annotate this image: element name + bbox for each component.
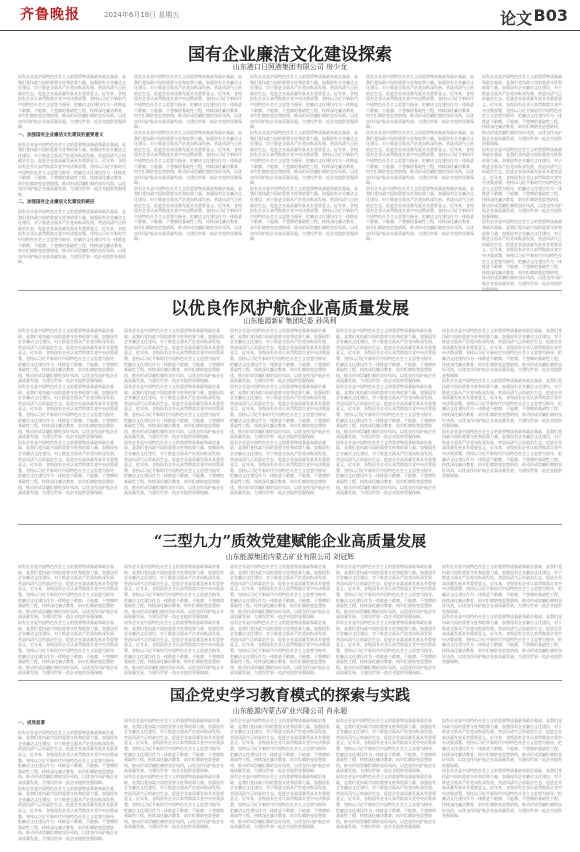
article-4-subhead-1: 一、成效显著 xyxy=(18,721,45,726)
article-2-text: 国有企业是中国特色社会主义的重要物质基础和政治基础，是我们党执政兴国的重要支柱和依靠力量。加强国有企业廉洁文化建设，对于推进全面从严治党向纵深发展、营造风清气正的政治生态、促进企业高质量发展具有重要意义。近年来，各级国有企业认真贯彻落实党中央决策部署，坚持以习近平新时代中国特色社会主义思想为指导，把廉洁文化建设作为一体推进不敢腐、不能腐、不想腐的基础性工程，持续深化廉洁教育，筑牢拒腐防变思想防线，推动形成崇廉拒腐的良好风尚，以优良作风护航企业高质量发展，为建设世界一流企业提供坚强保障。 xyxy=(18,439,118,496)
article-4-text: 国有企业是中国特色社会主义的重要物质基础和政治基础，是我们党执政兴国的重要支柱和依靠力量。加强国有企业廉洁文化建设，对于推进全面从严治党向纵深发展、营造风清气正的政治生态、促进企业高质量发展具有重要意义。近年来，各级国有企业认真贯彻落实党中央决策部署，坚持以习近平新时代中国特色社会主义思想为指导，把廉洁文化建设作为一体推进不敢腐、不能腐、不想腐的基础性工程，持续深化廉洁教育，筑牢拒腐防变思想防线，推动形成崇廉拒腐的良好风尚，以优良作风护航企业高质量发展，为建设世界一流企业提供坚强保障。 xyxy=(124,773,224,830)
article-2-text: 国有企业是中国特色社会主义的重要物质基础和政治基础，是我们党执政兴国的重要支柱和依靠力量。加强国有企业廉洁文化建设，对于推进全面从严治党向纵深发展、营造风清气正的政治生态、促进企业高质量发展具有重要意义。近年来，各级国有企业认真贯彻落实党中央决策部署，坚持以习近平新时代中国特色社会主义思想为指导，把廉洁文化建设作为一体推进不敢腐、不能腐、不想腐的基础性工程，持续深化廉洁教育，筑牢拒腐防变思想防线，推动形成崇廉拒腐的良好风尚，以优良作风护航企业高质量发展，为建设世界一流企业提供坚强保障。 xyxy=(124,383,224,440)
masthead xyxy=(0,0,580,31)
article-1-subhead-1: 一、加强国有企业廉洁文化建设的重要意义 xyxy=(18,132,104,138)
article-3-text: 国有企业是中国特色社会主义的重要物质基础和政治基础，是我们党执政兴国的重要支柱和依靠力量。加强国有企业廉洁文化建设，对于推进全面从严治党向纵深发展、营造风清气正的政治生态、促进企业高质量发展具有重要意义。近年来，各级国有企业认真贯彻落实党中央决策部署，坚持以习近平新时代中国特色社会主义思想为指导，把廉洁文化建设作为一体推进不敢腐、不能腐、不想腐的基础性工程，持续深化廉洁教育，筑牢拒腐防变思想防线，推动形成崇廉拒腐的良好风尚，以优良作风护航企业高质量发展，为建设世界一流企业提供坚强保障。 xyxy=(124,619,224,676)
article-4-col-4 xyxy=(336,718,436,846)
article-3-text: 国有企业是中国特色社会主义的重要物质基础和政治基础，是我们党执政兴国的重要支柱和依靠力量。加强国有企业廉洁文化建设，对于推进全面从严治党向纵深发展、营造风清气正的政治生态、促进企业高质量发展具有重要意义。近年来，各级国有企业认真贯彻落实党中央决策部署，坚持以习近平新时代中国特色社会主义思想为指导，把廉洁文化建设作为一体推进不敢腐、不能腐、不想腐的基础性工程，持续深化廉洁教育，筑牢拒腐防变思想防线，推动形成崇廉拒腐的良好风尚，以优良作风护航企业高质量发展，为建设世界一流企业提供坚强保障。 xyxy=(18,619,118,676)
article-4-text: 国有企业是中国特色社会主义的重要物质基础和政治基础，是我们党执政兴国的重要支柱和依靠力量。加强国有企业廉洁文化建设，对于推进全面从严治党向纵深发展、营造风清气正的政治生态、促进企业高质量发展具有重要意义。近年来，各级国有企业认真贯彻落实党中央决策部署，坚持以习近平新时代中国特色社会主义思想为指导，把廉洁文化建设作为一体推进不敢腐、不能腐、不想腐的基础性工程，持续深化廉洁教育，筑牢拒腐防变思想防线，推动形成崇廉拒腐的良好风尚，以优良作风护航企业高质量发展，为建设世界一流企业提供坚强保障。 xyxy=(442,718,562,768)
article-4-col-1 xyxy=(18,718,118,846)
article-3-text: 国有企业是中国特色社会主义的重要物质基础和政治基础，是我们党执政兴国的重要支柱和依靠力量。加强国有企业廉洁文化建设，对于推进全面从严治党向纵深发展、营造风清气正的政治生态、促进企业高质量发展具有重要意义。近年来，各级国有企业认真贯彻落实党中央决策部署，坚持以习近平新时代中国特色社会主义思想为指导，把廉洁文化建设作为一体推进不敢腐、不能腐、不想腐的基础性工程，持续深化廉洁教育，筑牢拒腐防变思想防线，推动形成崇廉拒腐的良好风尚，以优良作风护航企业高质量发展，为建设世界一流企业提供坚强保障。 xyxy=(442,614,562,665)
article-2-col-4 xyxy=(336,328,436,518)
article-2-text: 国有企业是中国特色社会主义的重要物质基础和政治基础，是我们党执政兴国的重要支柱和依靠力量。加强国有企业廉洁文化建设，对于推进全面从严治党向纵深发展、营造风清气正的政治生态、促进企业高质量发展具有重要意义。近年来，各级国有企业认真贯彻落实党中央决策部署，坚持以习近平新时代中国特色社会主义思想为指导，把廉洁文化建设作为一体推进不敢腐、不能腐、不想腐的基础性工程，持续深化廉洁教育，筑牢拒腐防变思想防线，推动形成崇廉拒腐的良好风尚，以优良作风护航企业高质量发展，为建设世界一流企业提供坚强保障。 xyxy=(124,328,224,384)
article-1-text: 国有企业是中国特色社会主义的重要物质基础和政治基础，是我们党执政兴国的重要支柱和依靠力量。加强国有企业廉洁文化建设，对于推进全面从严治党向纵深发展、营造风清气正的政治生态、促进企业高质量发展具有重要意义。近年来，各级国有企业认真贯彻落实党中央决策部署，坚持以习近平新时代中国特色社会主义思想为指导，把廉洁文化建设作为一体推进不敢腐、不能腐、不想腐的基础性工程，持续深化廉洁教育，筑牢拒腐防变思想防线，推动形成崇廉拒腐的良好风尚，以优良作风护航企业高质量发展，为建设世界一流企业提供坚强保障。 xyxy=(18,209,126,265)
article-1-text: 国有企业是中国特色社会主义的重要物质基础和政治基础，是我们党执政兴国的重要支柱和依靠力量。加强国有企业廉洁文化建设，对于推进全面从严治党向纵深发展、营造风清气正的政治生态、促进企业高质量发展具有重要意义。近年来，各级国有企业认真贯彻落实党中央决策部署，坚持以习近平新时代中国特色社会主义思想为指导，把廉洁文化建设作为一体推进不敢腐、不能腐、不想腐的基础性工程，持续深化廉洁教育，筑牢拒腐防变思想防线，推动形成崇廉拒腐的良好风尚，以优良作风护航企业高质量发展，为建设世界一流企业提供坚强保障。 xyxy=(366,185,474,242)
newspaper-logo: 齐鲁晚报 xyxy=(20,7,80,23)
article-1-text: 国有企业是中国特色社会主义的重要物质基础和政治基础，是我们党执政兴国的重要支柱和依靠力量。加强国有企业廉洁文化建设，对于推进全面从严治党向纵深发展、营造风清气正的政治生态、促进企业高质量发展具有重要意义。近年来，各级国有企业认真贯彻落实党中央决策部署，坚持以习近平新时代中国特色社会主义思想为指导，把廉洁文化建设作为一体推进不敢腐、不能腐、不想腐的基础性工程，持续深化廉洁教育，筑牢拒腐防变思想防线，推动形成崇廉拒腐的良好风尚，以优良作风护航企业高质量发展，为建设世界一流企业提供坚强保障。 xyxy=(482,74,562,147)
article-1-text: 国有企业是中国特色社会主义的重要物质基础和政治基础，是我们党执政兴国的重要支柱和依靠力量。加强国有企业廉洁文化建设，对于推进全面从严治党向纵深发展、营造风清气正的政治生态、促进企业高质量发展具有重要意义。近年来，各级国有企业认真贯彻落实党中央决策部署，坚持以习近平新时代中国特色社会主义思想为指导，把廉洁文化建设作为一体推进不敢腐、不能腐、不想腐的基础性工程，持续深化廉洁教育，筑牢拒腐防变思想防线，推动形成崇廉拒腐的良好风尚，以优良作风护航企业高质量发展，为建设世界一流企业提供坚强保障。 xyxy=(366,129,474,186)
page-number: B03 xyxy=(533,6,568,25)
article-2-text: 国有企业是中国特色社会主义的重要物质基础和政治基础，是我们党执政兴国的重要支柱和依靠力量。加强国有企业廉洁文化建设，对于推进全面从严治党向纵深发展、营造风清气正的政治生态、促进企业高质量发展具有重要意义。近年来，各级国有企业认真贯彻落实党中央决策部署，坚持以习近平新时代中国特色社会主义思想为指导，把廉洁文化建设作为一体推进不敢腐、不能腐、不想腐的基础性工程，持续深化廉洁教育，筑牢拒腐防变思想防线，推动形成崇廉拒腐的良好风尚，以优良作风护航企业高质量发展，为建设世界一流企业提供坚强保障。 xyxy=(442,428,562,479)
article-2-text: 国有企业是中国特色社会主义的重要物质基础和政治基础，是我们党执政兴国的重要支柱和依靠力量。加强国有企业廉洁文化建设，对于推进全面从严治党向纵深发展、营造风清气正的政治生态、促进企业高质量发展具有重要意义。近年来，各级国有企业认真贯彻落实党中央决策部署，坚持以习近平新时代中国特色社会主义思想为指导，把廉洁文化建设作为一体推进不敢腐、不能腐、不想腐的基础性工程，持续深化廉洁教育，筑牢拒腐防变思想防线，推动形成崇廉拒腐的良好风尚，以优良作风护航企业高质量发展，为建设世界一流企业提供坚强保障。 xyxy=(230,383,330,440)
article-4-text: 国有企业是中国特色社会主义的重要物质基础和政治基础，是我们党执政兴国的重要支柱和依靠力量。加强国有企业廉洁文化建设，对于推进全面从严治党向纵深发展、营造风清气正的政治生态、促进企业高质量发展具有重要意义。近年来，各级国有企业认真贯彻落实党中央决策部署，坚持以习近平新时代中国特色社会主义思想为指导，把廉洁文化建设作为一体推进不敢腐、不能腐、不想腐的基础性工程，持续深化廉洁教育，筑牢拒腐防变思想防线，推动形成崇廉拒腐的良好风尚，以优良作风护航企业高质量发展，为建设世界一流企业提供坚强保障。 xyxy=(124,718,224,774)
article-2-text: 国有企业是中国特色社会主义的重要物质基础和政治基础，是我们党执政兴国的重要支柱和依靠力量。加强国有企业廉洁文化建设，对于推进全面从严治党向纵深发展、营造风清气正的政治生态、促进企业高质量发展具有重要意义。近年来，各级国有企业认真贯彻落实党中央决策部署，坚持以习近平新时代中国特色社会主义思想为指导，把廉洁文化建设作为一体推进不敢腐、不能腐、不想腐的基础性工程，持续深化廉洁教育，筑牢拒腐防变思想防线，推动形成崇廉拒腐的良好风尚，以优良作风护航企业高质量发展，为建设世界一流企业提供坚强保障。 xyxy=(18,383,118,440)
article-2-text: 国有企业是中国特色社会主义的重要物质基础和政治基础，是我们党执政兴国的重要支柱和依靠力量。加强国有企业廉洁文化建设，对于推进全面从严治党向纵深发展、营造风清气正的政治生态、促进企业高质量发展具有重要意义。近年来，各级国有企业认真贯彻落实党中央决策部署，坚持以习近平新时代中国特色社会主义思想为指导，把廉洁文化建设作为一体推进不敢腐、不能腐、不想腐的基础性工程，持续深化廉洁教育，筑牢拒腐防变思想防线，推动形成崇廉拒腐的良好风尚，以优良作风护航企业高质量发展，为建设世界一流企业提供坚强保障。 xyxy=(442,328,562,378)
article-2-col-3 xyxy=(230,328,330,518)
article-3-byline: 山东能源集团内蒙古矿业有限公司 刘冠辉 xyxy=(225,553,355,561)
article-2-text: 国有企业是中国特色社会主义的重要物质基础和政治基础，是我们党执政兴国的重要支柱和依靠力量。加强国有企业廉洁文化建设，对于推进全面从严治党向纵深发展、营造风清气正的政治生态、促进企业高质量发展具有重要意义。近年来，各级国有企业认真贯彻落实党中央决策部署，坚持以习近平新时代中国特色社会主义思想为指导，把廉洁文化建设作为一体推进不敢腐、不能腐、不想腐的基础性工程，持续深化廉洁教育，筑牢拒腐防变思想防线，推动形成崇廉拒腐的良好风尚，以优良作风护航企业高质量发展，为建设世界一流企业提供坚强保障。 xyxy=(124,439,224,496)
article-1-text: 国有企业是中国特色社会主义的重要物质基础和政治基础，是我们党执政兴国的重要支柱和依靠力量。加强国有企业廉洁文化建设，对于推进全面从严治党向纵深发展、营造风清气正的政治生态、促进企业高质量发展具有重要意义。近年来，各级国有企业认真贯彻落实党中央决策部署，坚持以习近平新时代中国特色社会主义思想为指导，把廉洁文化建设作为一体推进不敢腐、不能腐、不想腐的基础性工程，持续深化廉洁教育，筑牢拒腐防变思想防线，推动形成崇廉拒腐的良好风尚，以优良作风护航企业高质量发展，为建设世界一流企业提供坚强保障。 xyxy=(482,146,562,219)
article-4-text: 国有企业是中国特色社会主义的重要物质基础和政治基础，是我们党执政兴国的重要支柱和依靠力量。加强国有企业廉洁文化建设，对于推进全面从严治党向纵深发展、营造风清气正的政治生态、促进企业高质量发展具有重要意义。近年来，各级国有企业认真贯彻落实党中央决策部署，坚持以习近平新时代中国特色社会主义思想为指导，把廉洁文化建设作为一体推进不敢腐、不能腐、不想腐的基础性工程，持续深化廉洁教育，筑牢拒腐防变思想防线，推动形成崇廉拒腐的良好风尚，以优良作风护航企业高质量发展，为建设世界一流企业提供坚强保障。 xyxy=(18,729,118,785)
article-4-text: 国有企业是中国特色社会主义的重要物质基础和政治基础，是我们党执政兴国的重要支柱和依靠力量。加强国有企业廉洁文化建设，对于推进全面从严治党向纵深发展、营造风清气正的政治生态、促进企业高质量发展具有重要意义。近年来，各级国有企业认真贯彻落实党中央决策部署，坚持以习近平新时代中国特色社会主义思想为指导，把廉洁文化建设作为一体推进不敢腐、不能腐、不想腐的基础性工程，持续深化廉洁教育，筑牢拒腐防变思想防线，推动形成崇廉拒腐的良好风尚，以优良作风护航企业高质量发展，为建设世界一流企业提供坚强保障。 xyxy=(230,718,330,774)
article-4-text: 国有企业是中国特色社会主义的重要物质基础和政治基础，是我们党执政兴国的重要支柱和依靠力量。加强国有企业廉洁文化建设，对于推进全面从严治党向纵深发展、营造风清气正的政治生态、促进企业高质量发展具有重要意义。近年来，各级国有企业认真贯彻落实党中央决策部署，坚持以习近平新时代中国特色社会主义思想为指导，把廉洁文化建设作为一体推进不敢腐、不能腐、不想腐的基础性工程，持续深化廉洁教育，筑牢拒腐防变思想防线，推动形成崇廉拒腐的良好风尚，以优良作风护航企业高质量发展，为建设世界一流企业提供坚强保障。 xyxy=(442,768,562,819)
article-4-col-3 xyxy=(230,718,330,846)
article-4-col-2 xyxy=(124,718,224,846)
article-3-text: 国有企业是中国特色社会主义的重要物质基础和政治基础，是我们党执政兴国的重要支柱和依靠力量。加强国有企业廉洁文化建设，对于推进全面从严治党向纵深发展、营造风清气正的政治生态、促进企业高质量发展具有重要意义。近年来，各级国有企业认真贯彻落实党中央决策部署，坚持以习近平新时代中国特色社会主义思想为指导，把廉洁文化建设作为一体推进不敢腐、不能腐、不想腐的基础性工程，持续深化廉洁教育，筑牢拒腐防变思想防线，推动形成崇廉拒腐的良好风尚，以优良作风护航企业高质量发展，为建设世界一流企业提供坚强保障。 xyxy=(124,564,224,620)
article-1-text: 国有企业是中国特色社会主义的重要物质基础和政治基础，是我们党执政兴国的重要支柱和依靠力量。加强国有企业廉洁文化建设，对于推进全面从严治党向纵深发展、营造风清气正的政治生态、促进企业高质量发展具有重要意义。近年来，各级国有企业认真贯彻落实党中央决策部署，坚持以习近平新时代中国特色社会主义思想为指导，把廉洁文化建设作为一体推进不敢腐、不能腐、不想腐的基础性工程，持续深化廉洁教育，筑牢拒腐防变思想防线，推动形成崇廉拒腐的良好风尚，以优良作风护航企业高质量发展，为建设世界一流企业提供坚强保障。 xyxy=(250,74,358,130)
article-3-text: 国有企业是中国特色社会主义的重要物质基础和政治基础，是我们党执政兴国的重要支柱和依靠力量。加强国有企业廉洁文化建设，对于推进全面从严治党向纵深发展、营造风清气正的政治生态、促进企业高质量发展具有重要意义。近年来，各级国有企业认真贯彻落实党中央决策部署，坚持以习近平新时代中国特色社会主义思想为指导，把廉洁文化建设作为一体推进不敢腐、不能腐、不想腐的基础性工程，持续深化廉洁教育，筑牢拒腐防变思想防线，推动形成崇廉拒腐的良好风尚，以优良作风护航企业高质量发展，为建设世界一流企业提供坚强保障。 xyxy=(336,564,436,620)
article-3-col-4 xyxy=(336,564,436,674)
article-1-col-2 xyxy=(134,74,244,284)
article-1-text: 国有企业是中国特色社会主义的重要物质基础和政治基础，是我们党执政兴国的重要支柱和依靠力量。加强国有企业廉洁文化建设，对于推进全面从严治党向纵深发展、营造风清气正的政治生态、促进企业高质量发展具有重要意义。近年来，各级国有企业认真贯彻落实党中央决策部署，坚持以习近平新时代中国特色社会主义思想为指导，把廉洁文化建设作为一体推进不敢腐、不能腐、不想腐的基础性工程，持续深化廉洁教育，筑牢拒腐防变思想防线，推动形成崇廉拒腐的良好风尚，以优良作风护航企业高质量发展，为建设世界一流企业提供坚强保障。 xyxy=(250,129,358,186)
article-3-text: 国有企业是中国特色社会主义的重要物质基础和政治基础，是我们党执政兴国的重要支柱和依靠力量。加强国有企业廉洁文化建设，对于推进全面从严治党向纵深发展、营造风清气正的政治生态、促进企业高质量发展具有重要意义。近年来，各级国有企业认真贯彻落实党中央决策部署，坚持以习近平新时代中国特色社会主义思想为指导，把廉洁文化建设作为一体推进不敢腐、不能腐、不想腐的基础性工程，持续深化廉洁教育，筑牢拒腐防变思想防线，推动形成崇廉拒腐的良好风尚，以优良作风护航企业高质量发展，为建设世界一流企业提供坚强保障。 xyxy=(230,619,330,676)
article-2-text: 国有企业是中国特色社会主义的重要物质基础和政治基础，是我们党执政兴国的重要支柱和依靠力量。加强国有企业廉洁文化建设，对于推进全面从严治党向纵深发展、营造风清气正的政治生态、促进企业高质量发展具有重要意义。近年来，各级国有企业认真贯彻落实党中央决策部署，坚持以习近平新时代中国特色社会主义思想为指导，把廉洁文化建设作为一体推进不敢腐、不能腐、不想腐的基础性工程，持续深化廉洁教育，筑牢拒腐防变思想防线，推动形成崇廉拒腐的良好风尚，以优良作风护航企业高质量发展，为建设世界一流企业提供坚强保障。 xyxy=(336,439,436,496)
article-3-text: 国有企业是中国特色社会主义的重要物质基础和政治基础，是我们党执政兴国的重要支柱和依靠力量。加强国有企业廉洁文化建设，对于推进全面从严治党向纵深发展、营造风清气正的政治生态、促进企业高质量发展具有重要意义。近年来，各级国有企业认真贯彻落实党中央决策部署，坚持以习近平新时代中国特色社会主义思想为指导，把廉洁文化建设作为一体推进不敢腐、不能腐、不想腐的基础性工程，持续深化廉洁教育，筑牢拒腐防变思想防线，推动形成崇廉拒腐的良好风尚，以优良作风护航企业高质量发展，为建设世界一流企业提供坚强保障。 xyxy=(230,564,330,620)
article-3-col-2 xyxy=(124,564,224,674)
article-4-text: 国有企业是中国特色社会主义的重要物质基础和政治基础，是我们党执政兴国的重要支柱和依靠力量。加强国有企业廉洁文化建设，对于推进全面从严治党向纵深发展、营造风清气正的政治生态、促进企业高质量发展具有重要意义。近年来，各级国有企业认真贯彻落实党中央决策部署，坚持以习近平新时代中国特色社会主义思想为指导，把廉洁文化建设作为一体推进不敢腐、不能腐、不想腐的基础性工程，持续深化廉洁教育，筑牢拒腐防变思想防线，推动形成崇廉拒腐的良好风尚，以优良作风护航企业高质量发展，为建设世界一流企业提供坚强保障。 xyxy=(18,785,118,841)
article-1-subhead-2: 二、加强国有企业廉洁文化建设的路径 xyxy=(18,200,95,206)
article-2-text: 国有企业是中国特色社会主义的重要物质基础和政治基础，是我们党执政兴国的重要支柱和依靠力量。加强国有企业廉洁文化建设，对于推进全面从严治党向纵深发展、营造风清气正的政治生态、促进企业高质量发展具有重要意义。近年来，各级国有企业认真贯彻落实党中央决策部署，坚持以习近平新时代中国特色社会主义思想为指导，把廉洁文化建设作为一体推进不敢腐、不能腐、不想腐的基础性工程，持续深化廉洁教育，筑牢拒腐防变思想防线，推动形成崇廉拒腐的良好风尚，以优良作风护航企业高质量发展，为建设世界一流企业提供坚强保障。 xyxy=(230,439,330,496)
article-2-col-5 xyxy=(442,328,562,518)
article-3-col-3 xyxy=(230,564,330,674)
article-1-col-1 xyxy=(18,74,128,284)
article-2-col-2 xyxy=(124,328,224,518)
section-title: 论文 xyxy=(499,9,532,28)
article-2-byline: 山东能源新矿集团纪委 孙凤利 xyxy=(243,317,337,325)
article-3-col-5 xyxy=(442,564,562,674)
article-4-text: 国有企业是中国特色社会主义的重要物质基础和政治基础，是我们党执政兴国的重要支柱和依靠力量。加强国有企业廉洁文化建设，对于推进全面从严治党向纵深发展、营造风清气正的政治生态、促进企业高质量发展具有重要意义。近年来，各级国有企业认真贯彻落实党中央决策部署，坚持以习近平新时代中国特色社会主义思想为指导，把廉洁文化建设作为一体推进不敢腐、不能腐、不想腐的基础性工程，持续深化廉洁教育，筑牢拒腐防变思想防线，推动形成崇廉拒腐的良好风尚，以优良作风护航企业高质量发展，为建设世界一流企业提供坚强保障。 xyxy=(230,773,330,830)
divider xyxy=(18,680,562,681)
article-3-col-1 xyxy=(18,564,118,674)
article-1-text: 国有企业是中国特色社会主义的重要物质基础和政治基础，是我们党执政兴国的重要支柱和依靠力量。加强国有企业廉洁文化建设，对于推进全面从严治党向纵深发展、营造风清气正的政治生态、促进企业高质量发展具有重要意义。近年来，各级国有企业认真贯彻落实党中央决策部署，坚持以习近平新时代中国特色社会主义思想为指导，把廉洁文化建设作为一体推进不敢腐、不能腐、不想腐的基础性工程，持续深化廉洁教育，筑牢拒腐防变思想防线，推动形成崇廉拒腐的良好风尚，以优良作风护航企业高质量发展，为建设世界一流企业提供坚强保障。 xyxy=(134,74,242,130)
article-1-text: 国有企业是中国特色社会主义的重要物质基础和政治基础，是我们党执政兴国的重要支柱和依靠力量。加强国有企业廉洁文化建设，对于推进全面从严治党向纵深发展、营造风清气正的政治生态、促进企业高质量发展具有重要意义。近年来，各级国有企业认真贯彻落实党中央决策部署，坚持以习近平新时代中国特色社会主义思想为指导，把廉洁文化建设作为一体推进不敢腐、不能腐、不想腐的基础性工程，持续深化廉洁教育，筑牢拒腐防变思想防线，推动形成崇廉拒腐的良好风尚，以优良作风护航企业高质量发展，为建设世界一流企业提供坚强保障。 xyxy=(18,141,126,197)
article-3-text: 国有企业是中国特色社会主义的重要物质基础和政治基础，是我们党执政兴国的重要支柱和依靠力量。加强国有企业廉洁文化建设，对于推进全面从严治党向纵深发展、营造风清气正的政治生态、促进企业高质量发展具有重要意义。近年来，各级国有企业认真贯彻落实党中央决策部署，坚持以习近平新时代中国特色社会主义思想为指导，把廉洁文化建设作为一体推进不敢腐、不能腐、不想腐的基础性工程，持续深化廉洁教育，筑牢拒腐防变思想防线，推动形成崇廉拒腐的良好风尚，以优良作风护航企业高质量发展，为建设世界一流企业提供坚强保障。 xyxy=(18,564,118,620)
article-2-text: 国有企业是中国特色社会主义的重要物质基础和政治基础，是我们党执政兴国的重要支柱和依靠力量。加强国有企业廉洁文化建设，对于推进全面从严治党向纵深发展、营造风清气正的政治生态、促进企业高质量发展具有重要意义。近年来，各级国有企业认真贯彻落实党中央决策部署，坚持以习近平新时代中国特色社会主义思想为指导，把廉洁文化建设作为一体推进不敢腐、不能腐、不想腐的基础性工程，持续深化廉洁教育，筑牢拒腐防变思想防线，推动形成崇廉拒腐的良好风尚，以优良作风护航企业高质量发展，为建设世界一流企业提供坚强保障。 xyxy=(18,328,118,384)
article-1-col-4 xyxy=(366,74,476,284)
article-4-col-5 xyxy=(442,718,562,846)
article-1-text: 国有企业是中国特色社会主义的重要物质基础和政治基础，是我们党执政兴国的重要支柱和依靠力量。加强国有企业廉洁文化建设，对于推进全面从严治党向纵深发展、营造风清气正的政治生态、促进企业高质量发展具有重要意义。近年来，各级国有企业认真贯彻落实党中央决策部署，坚持以习近平新时代中国特色社会主义思想为指导，把廉洁文化建设作为一体推进不敢腐、不能腐、不想腐的基础性工程，持续深化廉洁教育，筑牢拒腐防变思想防线，推动形成崇廉拒腐的良好风尚，以优良作风护航企业高质量发展，为建设世界一流企业提供坚强保障。 xyxy=(18,74,126,130)
article-2-text: 国有企业是中国特色社会主义的重要物质基础和政治基础，是我们党执政兴国的重要支柱和依靠力量。加强国有企业廉洁文化建设，对于推进全面从严治党向纵深发展、营造风清气正的政治生态、促进企业高质量发展具有重要意义。近年来，各级国有企业认真贯彻落实党中央决策部署，坚持以习近平新时代中国特色社会主义思想为指导，把廉洁文化建设作为一体推进不敢腐、不能腐、不想腐的基础性工程，持续深化廉洁教育，筑牢拒腐防变思想防线，推动形成崇廉拒腐的良好风尚，以优良作风护航企业高质量发展，为建设世界一流企业提供坚强保障。 xyxy=(442,378,562,429)
article-1-text: 国有企业是中国特色社会主义的重要物质基础和政治基础，是我们党执政兴国的重要支柱和依靠力量。加强国有企业廉洁文化建设，对于推进全面从严治党向纵深发展、营造风清气正的政治生态、促进企业高质量发展具有重要意义。近年来，各级国有企业认真贯彻落实党中央决策部署，坚持以习近平新时代中国特色社会主义思想为指导，把廉洁文化建设作为一体推进不敢腐、不能腐、不想腐的基础性工程，持续深化廉洁教育，筑牢拒腐防变思想防线，推动形成崇廉拒腐的良好风尚，以优良作风护航企业高质量发展，为建设世界一流企业提供坚强保障。 xyxy=(134,185,242,242)
article-4-text: 国有企业是中国特色社会主义的重要物质基础和政治基础，是我们党执政兴国的重要支柱和依靠力量。加强国有企业廉洁文化建设，对于推进全面从严治党向纵深发展、营造风清气正的政治生态、促进企业高质量发展具有重要意义。近年来，各级国有企业认真贯彻落实党中央决策部署，坚持以习近平新时代中国特色社会主义思想为指导，把廉洁文化建设作为一体推进不敢腐、不能腐、不想腐的基础性工程，持续深化廉洁教育，筑牢拒腐防变思想防线，推动形成崇廉拒腐的良好风尚，以优良作风护航企业高质量发展，为建设世界一流企业提供坚强保障。 xyxy=(336,773,436,830)
article-1-col-3 xyxy=(250,74,360,284)
article-1-text: 国有企业是中国特色社会主义的重要物质基础和政治基础，是我们党执政兴国的重要支柱和依靠力量。加强国有企业廉洁文化建设，对于推进全面从严治党向纵深发展、营造风清气正的政治生态、促进企业高质量发展具有重要意义。近年来，各级国有企业认真贯彻落实党中央决策部署，坚持以习近平新时代中国特色社会主义思想为指导，把廉洁文化建设作为一体推进不敢腐、不能腐、不想腐的基础性工程，持续深化廉洁教育，筑牢拒腐防变思想防线，推动形成崇廉拒腐的良好风尚，以优良作风护航企业高质量发展，为建设世界一流企业提供坚强保障。 xyxy=(250,185,358,242)
article-1-text: 国有企业是中国特色社会主义的重要物质基础和政治基础，是我们党执政兴国的重要支柱和依靠力量。加强国有企业廉洁文化建设，对于推进全面从严治党向纵深发展、营造风清气正的政治生态、促进企业高质量发展具有重要意义。近年来，各级国有企业认真贯彻落实党中央决策部署，坚持以习近平新时代中国特色社会主义思想为指导，把廉洁文化建设作为一体推进不敢腐、不能腐、不想腐的基础性工程，持续深化廉洁教育，筑牢拒腐防变思想防线，推动形成崇廉拒腐的良好风尚，以优良作风护航企业高质量发展，为建设世界一流企业提供坚强保障。 xyxy=(134,129,242,186)
article-2-text: 国有企业是中国特色社会主义的重要物质基础和政治基础，是我们党执政兴国的重要支柱和依靠力量。加强国有企业廉洁文化建设，对于推进全面从严治党向纵深发展、营造风清气正的政治生态、促进企业高质量发展具有重要意义。近年来，各级国有企业认真贯彻落实党中央决策部署，坚持以习近平新时代中国特色社会主义思想为指导，把廉洁文化建设作为一体推进不敢腐、不能腐、不想腐的基础性工程，持续深化廉洁教育，筑牢拒腐防变思想防线，推动形成崇廉拒腐的良好风尚，以优良作风护航企业高质量发展，为建设世界一流企业提供坚强保障。 xyxy=(336,328,436,384)
article-2-text: 国有企业是中国特色社会主义的重要物质基础和政治基础，是我们党执政兴国的重要支柱和依靠力量。加强国有企业廉洁文化建设，对于推进全面从严治党向纵深发展、营造风清气正的政治生态、促进企业高质量发展具有重要意义。近年来，各级国有企业认真贯彻落实党中央决策部署，坚持以习近平新时代中国特色社会主义思想为指导，把廉洁文化建设作为一体推进不敢腐、不能腐、不想腐的基础性工程，持续深化廉洁教育，筑牢拒腐防变思想防线，推动形成崇廉拒腐的良好风尚，以优良作风护航企业高质量发展，为建设世界一流企业提供坚强保障。 xyxy=(336,383,436,440)
article-4-title: 国企党史学习教育模式的探索与实践 xyxy=(169,686,410,704)
article-1-title: 国有企业廉洁文化建设探索 xyxy=(188,45,392,65)
article-3-title: “三型九力”质效党建赋能企业高质量发展 xyxy=(153,532,427,550)
divider xyxy=(18,524,562,525)
article-1-byline: 山东港口日照港集团有限公司 房少龙 xyxy=(232,63,348,71)
issue-date: 2024年6月18日 星期五 xyxy=(104,11,180,19)
article-1-text: 国有企业是中国特色社会主义的重要物质基础和政治基础，是我们党执政兴国的重要支柱和依靠力量。加强国有企业廉洁文化建设，对于推进全面从严治党向纵深发展、营造风清气正的政治生态、促进企业高质量发展具有重要意义。近年来，各级国有企业认真贯彻落实党中央决策部署，坚持以习近平新时代中国特色社会主义思想为指导，把廉洁文化建设作为一体推进不敢腐、不能腐、不想腐的基础性工程，持续深化廉洁教育，筑牢拒腐防变思想防线，推动形成崇廉拒腐的良好风尚，以优良作风护航企业高质量发展，为建设世界一流企业提供 xyxy=(482,219,562,286)
divider xyxy=(18,290,562,291)
article-1-text: 国有企业是中国特色社会主义的重要物质基础和政治基础，是我们党执政兴国的重要支柱和依靠力量。加强国有企业廉洁文化建设，对于推进全面从严治党向纵深发展、营造风清气正的政治生态、促进企业高质量发展具有重要意义。近年来，各级国有企业认真贯彻落实党中央决策部署，坚持以习近平新时代中国特色社会主义思想为指导，把廉洁文化建设作为一体推进不敢腐、不能腐、不想腐的基础性工程，持续深化廉洁教育，筑牢拒腐防变思想防线，推动形成崇廉拒腐的良好风尚，以优良作风护航企业高质量发展，为建设世界一流企业提供坚强保障。 xyxy=(366,74,474,130)
article-4-text: 国有企业是中国特色社会主义的重要物质基础和政治基础，是我们党执政兴国的重要支柱和依靠力量。加强国有企业廉洁文化建设，对于推进全面从严治党向纵深发展、营造风清气正的政治生态、促进企业高质量发展具有重要意义。近年来，各级国有企业认真贯彻落实党中央决策部署，坚持以习近平新时代中国特色社会主义思想为指导，把廉洁文化建设作为一体推进不敢腐、不能腐、不想腐的基础性工程，持续深化廉洁教育，筑牢拒腐防变思想防线，推动形成崇廉拒腐的良好风尚，以优良作风护航企业高质量发展，为建设世界一流企业提供坚强保障。 xyxy=(336,718,436,774)
article-4-byline: 山东能源内蒙古矿业兴隆公司 肖永超 xyxy=(232,707,348,715)
article-2-text: 国有企业是中国特色社会主义的重要物质基础和政治基础，是我们党执政兴国的重要支柱和依靠力量。加强国有企业廉洁文化建设，对于推进全面从严治党向纵深发展、营造风清气正的政治生态、促进企业高质量发展具有重要意义。近年来，各级国有企业认真贯彻落实党中央决策部署，坚持以习近平新时代中国特色社会主义思想为指导，把廉洁文化建设作为一体推进不敢腐、不能腐、不想腐的基础性工程，持续深化廉洁教育，筑牢拒腐防变思想防线，推动形成崇廉拒腐的良好风尚，以优良作风护航企业高质量发展，为建设世界一流企业提供坚强保障。 xyxy=(230,328,330,384)
article-1-col-5 xyxy=(482,74,562,284)
article-2-title: 以优良作风护航企业高质量发展 xyxy=(171,299,409,319)
article-3-text: 国有企业是中国特色社会主义的重要物质基础和政治基础，是我们党执政兴国的重要支柱和依靠力量。加强国有企业廉洁文化建设，对于推进全面从严治党向纵深发展、营造风清气正的政治生态、促进企业高质量发展具有重要意义。近年来，各级国有企业认真贯彻落实党中央决策部署，坚持以习近平新时代中国特色社会主义思想为指导，把廉洁文化建设作为一体推进不敢腐、不能腐、不想腐的基础性工程，持续深化廉洁教育，筑牢拒腐防变思想防线，推动形成崇廉拒腐的良好风尚，以优良作风护航企业高质量发展，为建设世界一流企业提供坚强保障。 xyxy=(336,619,436,676)
article-2-col-1 xyxy=(18,328,118,518)
article-3-text: 国有企业是中国特色社会主义的重要物质基础和政治基础，是我们党执政兴国的重要支柱和依靠力量。加强国有企业廉洁文化建设，对于推进全面从严治党向纵深发展、营造风清气正的政治生态、促进企业高质量发展具有重要意义。近年来，各级国有企业认真贯彻落实党中央决策部署，坚持以习近平新时代中国特色社会主义思想为指导，把廉洁文化建设作为一体推进不敢腐、不能腐、不想腐的基础性工程，持续深化廉洁教育，筑牢拒腐防变思想防线，推动形成崇廉拒腐的良好风尚，以优良作风护航企业高质量发展，为建设世界一流企业提供坚强保障。 xyxy=(442,564,562,614)
